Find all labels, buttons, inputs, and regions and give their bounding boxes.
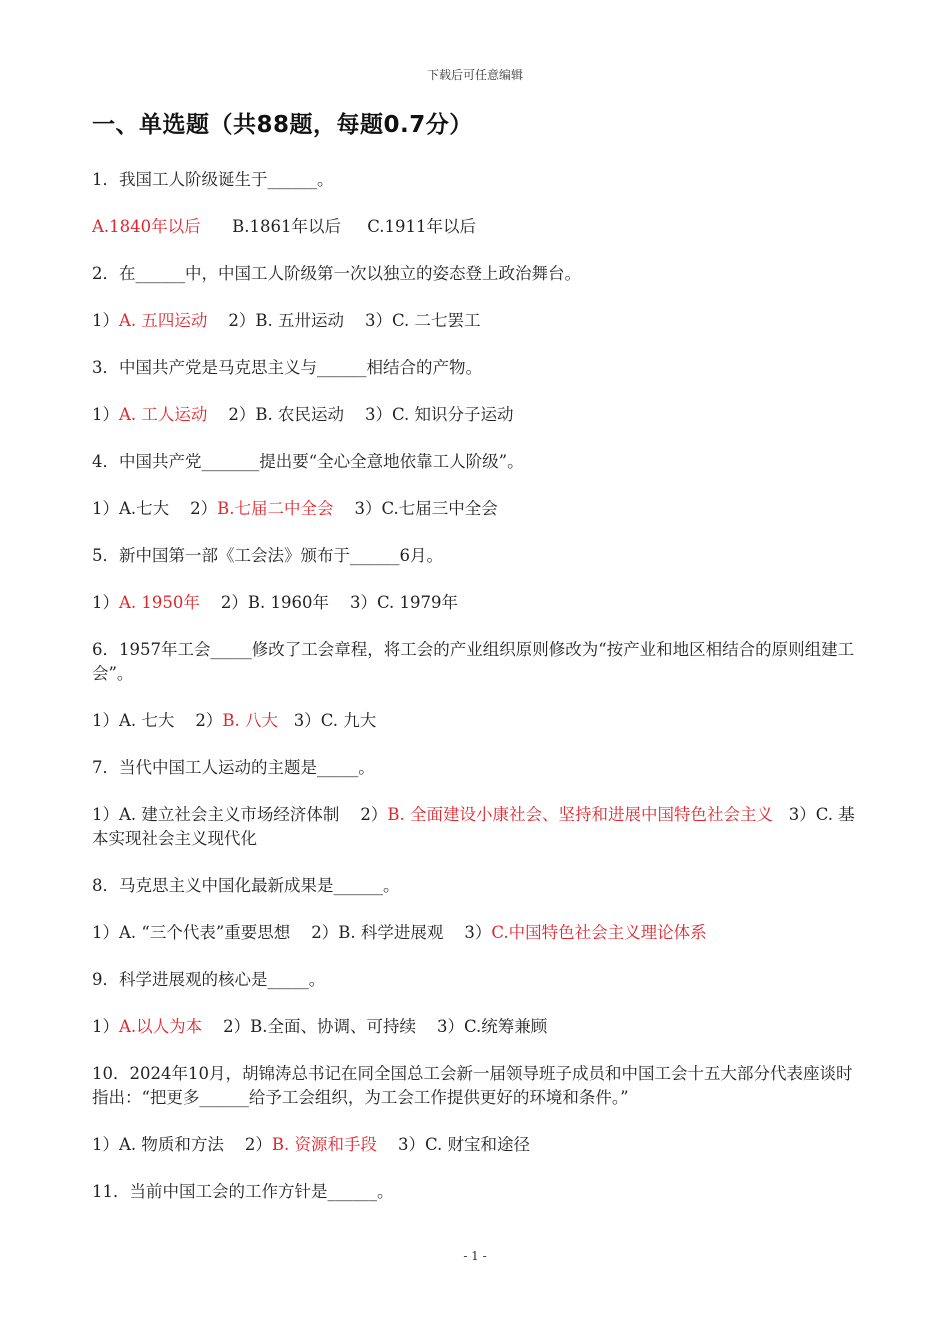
option-gap xyxy=(416,1017,437,1036)
answer-options xyxy=(92,215,858,239)
section-title: 一、单选题（共88题，每题0.7分） xyxy=(92,112,473,138)
correct-answer-option: B.七届二中全会 xyxy=(217,499,334,518)
answer-option: 2） xyxy=(195,711,223,730)
option-gap xyxy=(443,923,464,942)
answer-option: 1）A. 建立社会主义市场经济体制 xyxy=(92,805,340,824)
answer-option: 3）C.七届三中全会 xyxy=(354,499,498,518)
answer-option: 1） xyxy=(92,405,119,424)
answer-option: 2） xyxy=(190,499,218,518)
correct-answer-option: A.1840年以后 xyxy=(92,217,201,236)
answer-option: 1）A. 物质和方法 xyxy=(92,1135,224,1154)
correct-answer-option: C.中国特色社会主义理论体系 xyxy=(491,923,707,942)
correct-answer-option: A. 1950年 xyxy=(119,593,200,612)
question-stem: 3．中国共产党是马克思主义与______相结合的产物。 xyxy=(92,358,482,377)
answer-option: 1） xyxy=(92,1017,119,1036)
answer-option: 2） xyxy=(360,805,388,824)
correct-answer-option: B. 资源和手段 xyxy=(271,1135,378,1154)
correct-answer-option: B. 八大 xyxy=(222,711,279,730)
answer-option: 2） xyxy=(244,1135,272,1154)
question-stem: 2．在______中，中国工人阶级第一次以独立的姿态登上政治舞台。 xyxy=(92,264,581,283)
answer-option: B.1861年以后 xyxy=(232,217,342,236)
answer-options xyxy=(92,1133,858,1157)
answer-option: C.1911年以后 xyxy=(367,217,477,236)
question-stem: 7．当代中国工人运动的主题是_____。 xyxy=(92,758,375,777)
answer-option: 1）A. “三个代表”重要思想 xyxy=(92,923,291,942)
question-list xyxy=(92,168,858,1227)
option-gap xyxy=(334,499,355,518)
question-stem: 5．新中国第一部《工会法》颁布于______6月。 xyxy=(92,546,443,565)
answer-option: 3）C. 知识分子运动 xyxy=(365,405,514,424)
answer-options xyxy=(92,591,858,615)
correct-answer-option: A. 工人运动 xyxy=(119,405,208,424)
answer-option: 3）C. 财宝和途径 xyxy=(398,1135,531,1154)
option-gap xyxy=(224,1135,245,1154)
answer-option: 3）C. 九大 xyxy=(293,711,377,730)
correct-answer-option: B. 全面建设小康社会、坚持和进展中国特色社会主义 xyxy=(387,805,774,824)
answer-option: 1）A. 七大 xyxy=(92,711,175,730)
question-stem: 4．中国共产党_______提出要“全心全意地依靠工人阶级”。 xyxy=(92,452,524,471)
option-gap xyxy=(169,499,190,518)
answer-option: 2）B.全面、协调、可持续 xyxy=(223,1017,417,1036)
page-number: - 1 - xyxy=(463,1249,487,1263)
answer-option: 1） xyxy=(92,311,119,330)
answer-option: 2）B. 科学进展观 xyxy=(311,923,444,942)
question-stem: 1．我国工人阶级诞生于______。 xyxy=(92,170,334,189)
correct-answer-option: A.以人为本 xyxy=(119,1017,203,1036)
option-gap xyxy=(202,1017,223,1036)
answer-options xyxy=(92,803,858,851)
answer-options xyxy=(92,309,858,333)
option-gap xyxy=(207,405,228,424)
option-gap xyxy=(773,805,789,824)
question-stem: 10．2024年10月，胡锦涛总书记在同全国总工会新一届领导班子成员和中国工会十五大部分代表座谈时指出：“把更多______给予工会组织，为工会工作提供更好的环境和条件。” xyxy=(92,1064,853,1107)
answer-options xyxy=(92,709,858,733)
answer-option: 3）C. 1979年 xyxy=(349,593,458,612)
option-gap xyxy=(278,711,294,730)
option-gap xyxy=(377,1135,398,1154)
answer-option: 2）B. 1960年 xyxy=(220,593,329,612)
option-gap xyxy=(344,405,365,424)
answer-options xyxy=(92,1015,858,1039)
correct-answer-option: A. 五四运动 xyxy=(119,311,208,330)
question-stem: 11．当前中国工会的工作方针是______。 xyxy=(92,1182,394,1201)
answer-options xyxy=(92,497,858,521)
answer-option: 3）C. 基本实现社会主义现代化 xyxy=(92,805,855,848)
question-stem: 6．1957年工会_____修改了工会章程，将工会的产业组织原则修改为“按产业和地区相结合的原则组建工会”。 xyxy=(92,640,855,683)
answer-option: 2）B. 农民运动 xyxy=(228,405,345,424)
answer-option: 1）A.七大 xyxy=(92,499,170,518)
option-gap xyxy=(344,311,365,330)
option-gap xyxy=(201,217,232,236)
answer-option: 3） xyxy=(464,923,492,942)
answer-options xyxy=(92,403,858,427)
answer-option: 1） xyxy=(92,593,119,612)
option-gap xyxy=(207,311,228,330)
answer-option: 3）C. 二七罢工 xyxy=(365,311,481,330)
option-gap xyxy=(290,923,311,942)
question-stem: 9．科学进展观的核心是_____。 xyxy=(92,970,326,989)
question-stem: 8．马克思主义中国化最新成果是______。 xyxy=(92,876,400,895)
answer-options xyxy=(92,921,858,945)
answer-option: 3）C.统筹兼顾 xyxy=(437,1017,548,1036)
page-header: 下载后可任意编辑 xyxy=(426,68,523,82)
option-gap xyxy=(329,593,350,612)
option-gap xyxy=(174,711,195,730)
option-gap xyxy=(341,217,367,236)
option-gap xyxy=(339,805,360,824)
answer-option: 2）B. 五卅运动 xyxy=(228,311,345,330)
option-gap xyxy=(200,593,221,612)
